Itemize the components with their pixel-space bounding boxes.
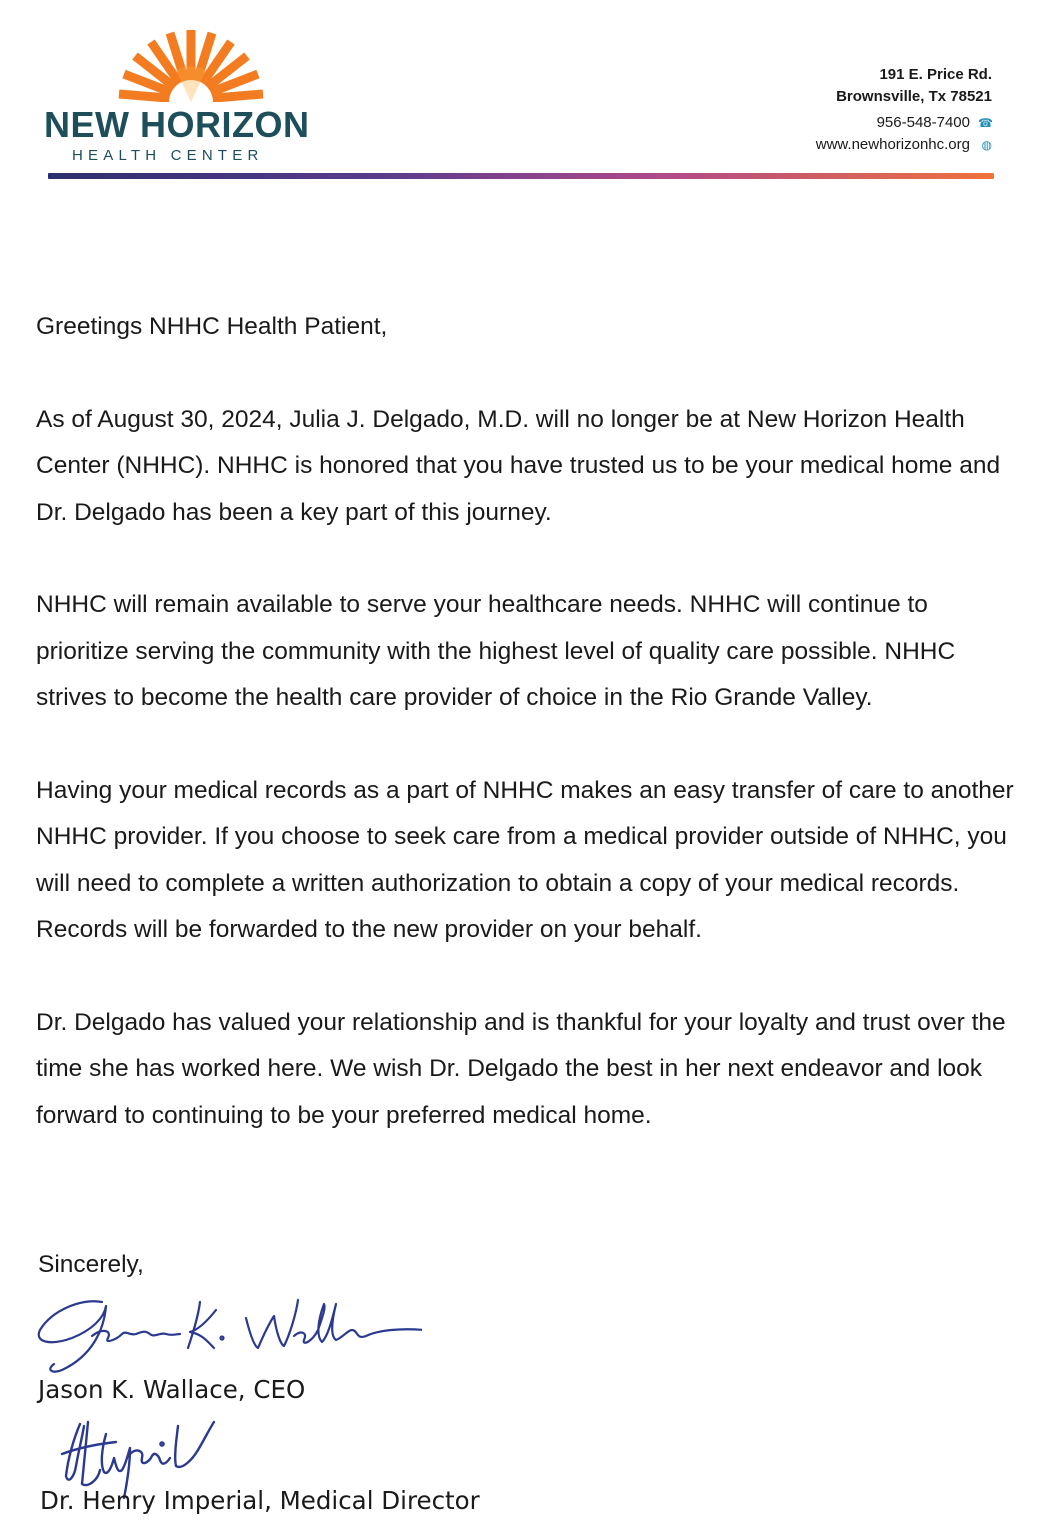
paragraph-4: Dr. Delgado has valued your relationship and is thankful for your loyalty and trust over the time she has worked here. We wish Dr. Delgado the best in her next endeavor and look forward to continuing to be your preferred medical home. [36, 1008, 1006, 1129]
ceo-name: Jason K. Wallace, CEO [38, 1375, 306, 1404]
letter-closing: Sincerely, [38, 1251, 144, 1278]
contact-block [816, 64, 992, 156]
ceo-signature [32, 1290, 422, 1382]
organization-name: NEW HORIZON [44, 104, 310, 145]
website-line [816, 134, 992, 156]
letter-greeting: Greetings NHHC Health Patient, [36, 313, 388, 340]
city-address: Brownsville, Tx 78521 [836, 88, 992, 105]
paragraph-3: Having your medical records as a part of NHHC makes an easy transfer of care to another NHHC provider. If you choose to seek care from a medical provider outside of NHHC, you will need to complete a written authorization to obtain a copy of your medical records. Records will be forwarded to the new provider on your behalf. [36, 776, 1014, 943]
phone-icon: ☎ [978, 116, 993, 130]
letter-body [36, 304, 1021, 1185]
phone-number: 956-548-7400 [876, 114, 970, 131]
website-link[interactable]: www.newhorizonhc.org [815, 136, 970, 153]
organization-logo [44, 26, 344, 166]
organization-subtitle: HEALTH CENTER [72, 147, 264, 164]
globe-icon: ◍ [981, 138, 992, 152]
paragraph-2: NHHC will remain available to serve your healthcare needs. NHHC will continue to prioritize serving the community with the highest level of quality care possible. NHHC strives to become the health care provider of choice in the Rio Grande Valley. [36, 591, 956, 711]
paragraph-1: As of August 30, 2024, Julia J. Delgado, M.D. will no longer be at New Horizon Health Center (NHHC). NHHC is honored that you have trusted us to be your medical home and Dr. Delgado has been a key part of this journey. [36, 405, 1001, 526]
header-divider [48, 173, 994, 179]
street-address: 191 E. Price Rd. [879, 66, 992, 83]
sunrise-logo-icon [116, 26, 266, 102]
phone-line [816, 112, 992, 134]
medical-director-name: Dr. Henry Imperial, Medical Director [40, 1486, 480, 1515]
